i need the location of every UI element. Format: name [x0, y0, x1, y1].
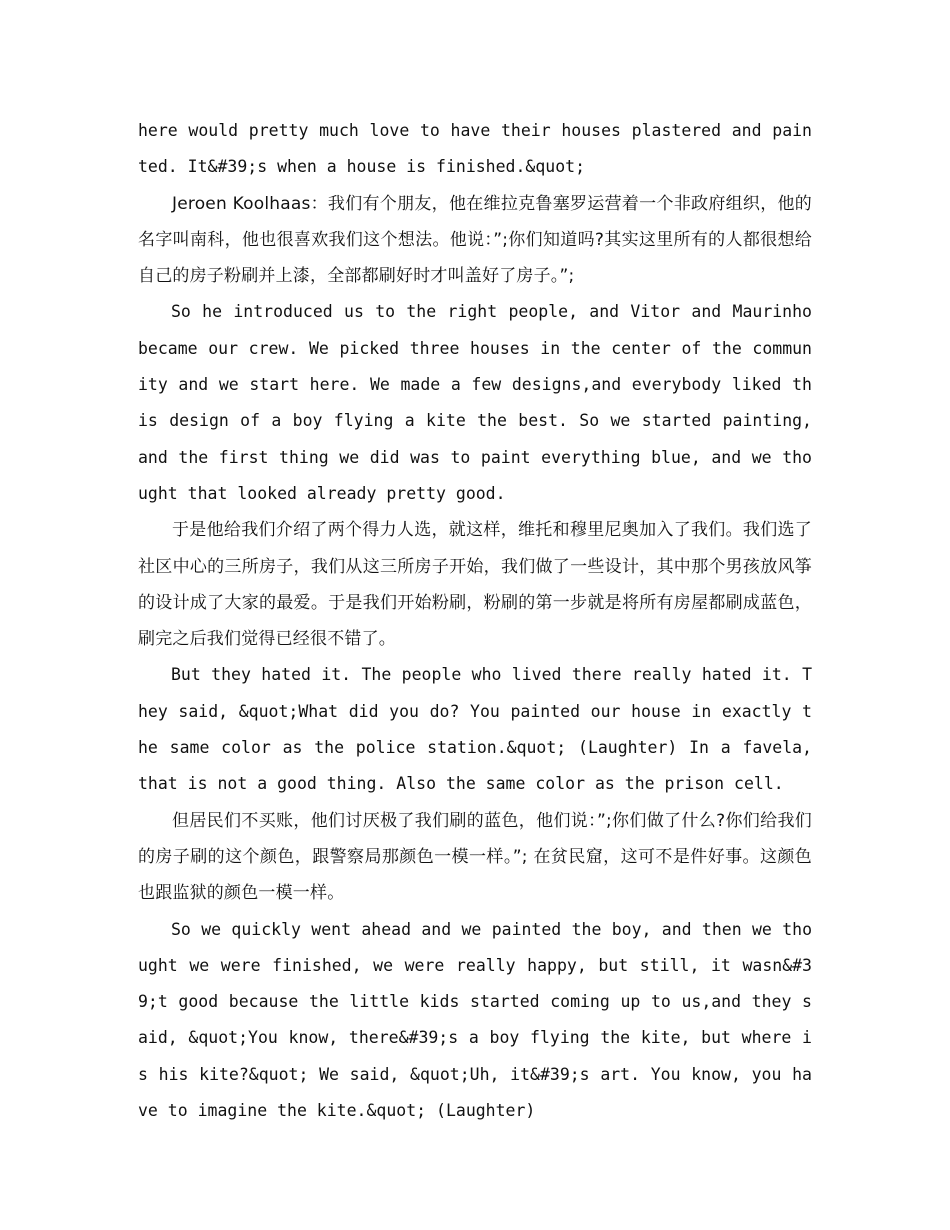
paragraph-hated-en: But they hated it. The people who lived there really hated it. They said, &quot;What did you do? You painted our house in exactly the same color as the police station.&quot; (Laughter) In a favela, that is not a good thing. Also the same color as the prison cell. [138, 665, 812, 794]
paragraph-kite-en: So we quickly went ahead and we painted the boy, and then we thought we were finished, we were really happy, but still, it wasn&#39;t good because the little kids started coming up to us,and they said, &quot;You know, there&#39;s a boy flying the kite, but where is his kite?&quot; We said, &quot;Uh, it&#39;s art. You know, you have to imagine the kite.&quot; (Laughter) [138, 919, 812, 1121]
document-page [138, 113, 812, 1129]
paragraph-crew-zh: 于是他给我们介绍了两个得力人选，就这样，维托和穆里尼奥加入了我们。我们选了社区中心的三所房子，我们从这三所房子开始，我们做了一些设计，其中那个男孩放风筝的设计成了大家的最爱。于是我们开始粉刷，粉刷的第一步就是将所有房屋都刷成蓝色，刷完之后我们觉得已经很不错了。 [138, 520, 812, 650]
paragraph-koolhaas-zh: Jeroen Koolhaas：我们有个朋友，他在维拉克鲁塞罗运营着一个非政府组织，他的名字叫南科，他也很喜欢我们这个想法。他说：”;你们知道吗?其实这里所有的人都很想给自己的房子粉刷并上漆，全部都刷好时才叫盖好了房子。”; [138, 193, 812, 287]
paragraph-continuation: here would pretty much love to have their houses plastered and painted. It&#39;s when a house is finished.&quot; [138, 121, 812, 177]
paragraph-hated-zh: 但居民们不买账，他们讨厌极了我们刷的蓝色，他们说：”;你们做了什么?你们给我们的房子刷的这个颜色，跟警察局那颜色一模一样。”; 在贫民窟，这可不是件好事。这颜色也跟监狱的颜色一模一样。 [138, 810, 812, 904]
paragraph-crew-en: So he introduced us to the right people, and Vitor and Maurinho became our crew. We picked three houses in the center of the community and we start here. We made a few designs,and everybody liked this design of a boy flying a kite the best. So we started painting, and the first thing we did was to paint everything blue, and we thought that looked already pretty good. [138, 302, 812, 503]
